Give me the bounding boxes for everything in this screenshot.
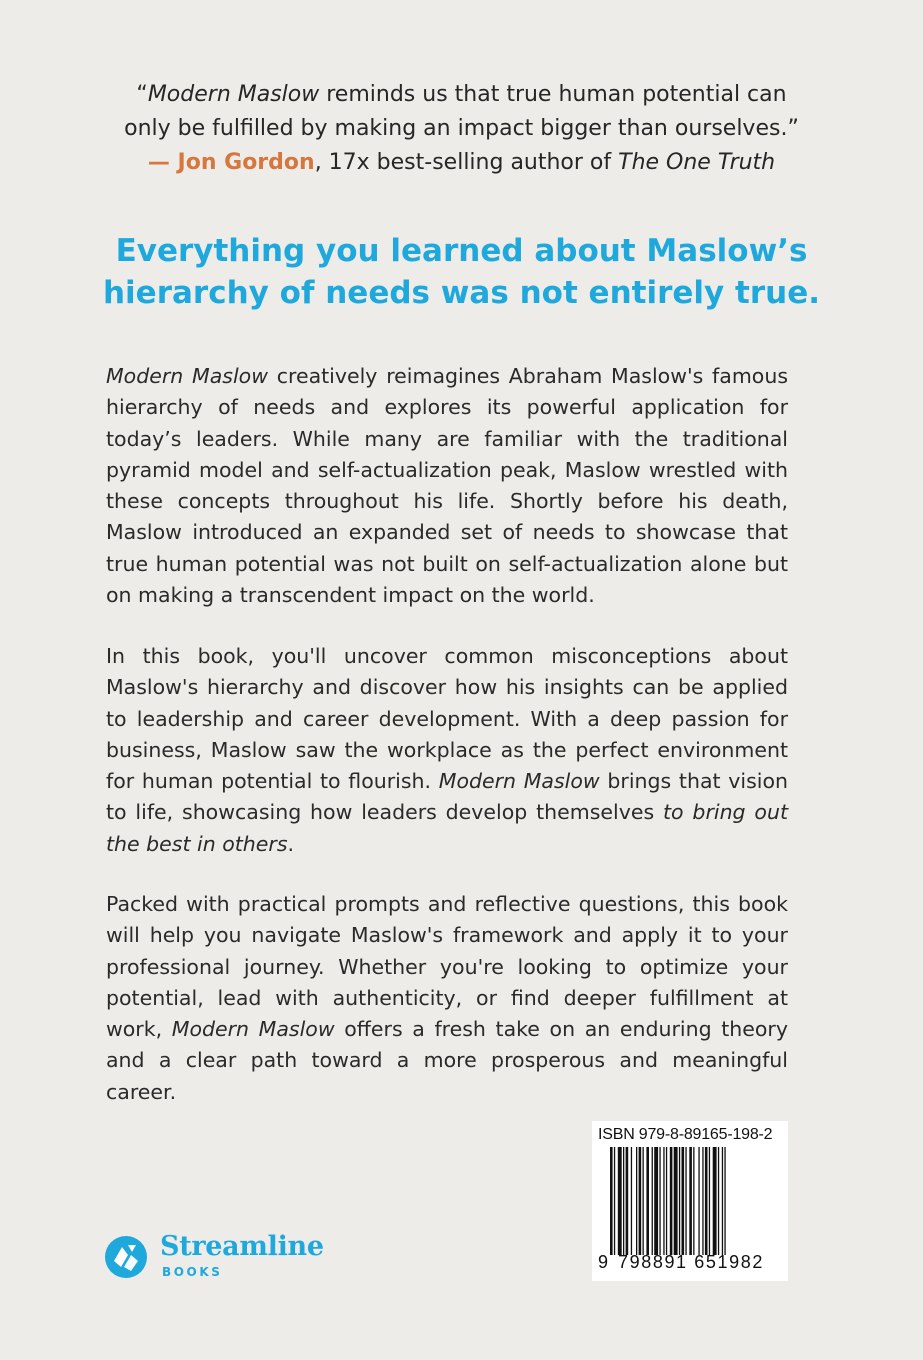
endorsement-quote xyxy=(80,78,843,180)
barcode-bar xyxy=(670,1147,673,1255)
barcode-bar xyxy=(626,1147,629,1255)
barcode-bar xyxy=(639,1147,642,1255)
headline-line-1: Everything you learned about Maslow’s xyxy=(115,233,808,269)
publisher-sub: BOOKS xyxy=(162,1265,223,1279)
isbn-barcode xyxy=(592,1121,788,1281)
barcode-bar xyxy=(659,1147,660,1255)
paragraph-3-start: Packed with practical prompts and reflective questions, this book will help you navigate Maslow's framework and apply it to your professional journey. Whether you're looking to optimize your potential, lead with authenticity, or find deeper fulfillment at work, xyxy=(106,892,788,1042)
paragraph-1-text: creatively reimagines Abraham Maslow's famous hierarchy of needs and explores its powerful application for today’s leaders. While many are familiar with the traditional pyramid model and self-actualization peak, Maslow wrestled with these concepts throughout his life. Shortly before his death, Maslow introduced an expanded set of needs to showcase that true human potential was not built on self-actualization alone but on making a transcendent impact on the world. xyxy=(106,364,789,608)
paragraph-2-middle: brings that vision to life, showcasing how leaders develop themselves xyxy=(106,769,788,825)
barcode-digits xyxy=(596,1252,784,1276)
barcode-bar xyxy=(618,1147,622,1255)
headline xyxy=(60,230,863,314)
quote-line-1 xyxy=(80,78,843,112)
publisher-name: Streamline xyxy=(160,1231,324,1262)
description-paragraph-3 xyxy=(106,889,788,1108)
barcode-bar xyxy=(652,1147,653,1255)
barcode-bar xyxy=(614,1147,615,1255)
description-paragraph-2 xyxy=(106,641,788,860)
book-title-inline: Modern Maslow xyxy=(438,769,600,794)
book-title-inline: Modern Maslow xyxy=(106,364,268,388)
barcode-bar xyxy=(705,1147,708,1255)
paragraph-2-emphasis: to bring out the best in others xyxy=(106,800,788,856)
barcode-bar xyxy=(702,1147,703,1255)
barcode-bar xyxy=(709,1147,710,1255)
barcode-bars xyxy=(610,1147,772,1255)
barcode-bar xyxy=(631,1147,632,1255)
barcode-bar xyxy=(693,1147,694,1255)
streamline-logo-icon xyxy=(104,1235,148,1279)
endorser-credential: , 17x best-selling author of xyxy=(314,150,619,175)
barcode-bar xyxy=(722,1147,723,1255)
isbn-label: ISBN 979-8-89165-198-2 xyxy=(598,1126,773,1143)
barcode-bar xyxy=(713,1147,717,1255)
quote-line-2: only be fulfilled by making an impact bigger than ourselves.” xyxy=(124,116,799,141)
paragraph-3-end: offers a fresh take on an enduring theory and a clear path toward a more prosperous and meaningful career. xyxy=(106,1017,788,1104)
barcode-bar xyxy=(685,1147,686,1255)
barcode-bar xyxy=(682,1147,685,1255)
barcode-bar xyxy=(689,1147,692,1255)
barcode-first-digit: 9 xyxy=(598,1252,609,1272)
open-quote: “ xyxy=(136,82,148,107)
book-title-inline: Modern Maslow xyxy=(171,1017,335,1042)
quote-attribution xyxy=(80,146,843,180)
barcode-bar xyxy=(646,1147,649,1255)
description-paragraph-1 xyxy=(106,361,788,611)
barcode-bar xyxy=(663,1147,664,1255)
barcode-bar xyxy=(718,1147,719,1255)
barcode-number: 798891 651982 xyxy=(618,1252,764,1272)
endorser-book-title: The One Truth xyxy=(618,150,776,175)
endorser-name: Jon Gordon xyxy=(177,150,315,175)
quote-text-1: reminds us that true human potential can xyxy=(319,82,787,107)
barcode-bar xyxy=(698,1147,699,1255)
barcode-bar xyxy=(610,1147,613,1255)
paragraph-2-start: In this book, you'll uncover common misconceptions about Maslow's hierarchy and discover how his insights can be applied to leadership and career development. With a deep passion for business, Maslow saw the workplace as the perfect environment for human potential to flourish. xyxy=(106,644,788,794)
barcode-bar xyxy=(724,1147,725,1255)
barcode-bar xyxy=(636,1147,637,1255)
barcode-bar xyxy=(666,1147,667,1255)
headline-line-2: hierarchy of needs was not entirely true. xyxy=(102,275,821,311)
attribution-dash: — xyxy=(147,150,178,175)
barcode-bar xyxy=(654,1147,658,1255)
barcode-bar xyxy=(643,1147,644,1255)
barcode-bar xyxy=(679,1147,680,1255)
barcode-bar xyxy=(623,1147,624,1255)
paragraph-2-end: . xyxy=(287,831,295,856)
barcode-bar xyxy=(674,1147,678,1255)
quote-book-title: Modern Maslow xyxy=(147,82,320,107)
publisher-logo xyxy=(104,1229,364,1289)
